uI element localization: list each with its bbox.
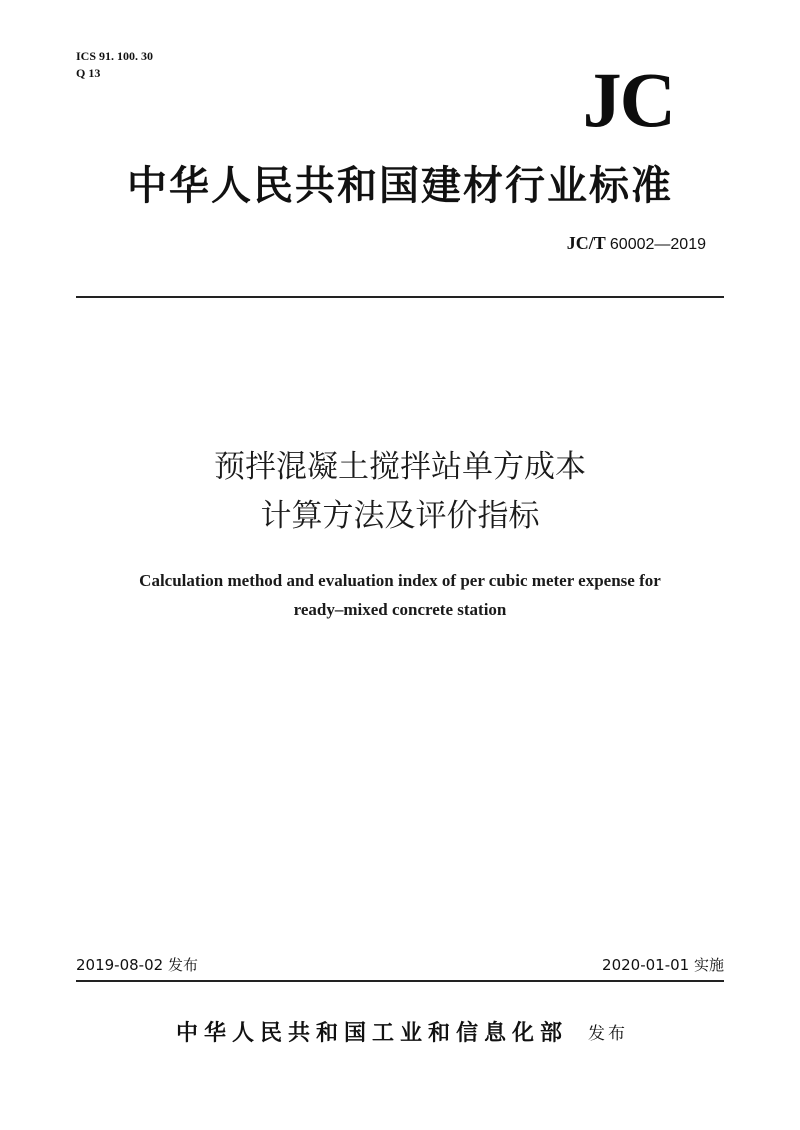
standard-number	[567, 232, 706, 256]
jc-logo: JC	[582, 56, 674, 143]
title-zh-line-2: 计算方法及评价指标	[260, 498, 540, 534]
publisher-action: 发布	[588, 1024, 628, 1044]
title-zh-line-1: 预拌混凝土搅拌站单方成本	[214, 449, 586, 485]
standard-code: JC/T	[566, 233, 606, 253]
bottom-divider	[76, 980, 724, 982]
implementation-date: 2020-01-01 实施	[602, 956, 724, 974]
issue-date: 2019-08-02 发布	[76, 956, 198, 974]
title-en-line-2: ready–mixed concrete station	[293, 600, 507, 619]
standard-category-title: 中华人民共和国建材行业标准	[127, 162, 673, 209]
standard-number-value: 60002—2019	[609, 236, 706, 253]
classification-code: Q 13	[76, 66, 101, 80]
title-en-line-1: Calculation method and evaluation index of per cubic meter expense for	[139, 571, 661, 590]
publisher-name: 中华人民共和国工业和信息化部	[176, 1020, 569, 1046]
top-divider	[76, 296, 724, 298]
ics-code: ICS 91. 100. 30	[76, 49, 154, 63]
